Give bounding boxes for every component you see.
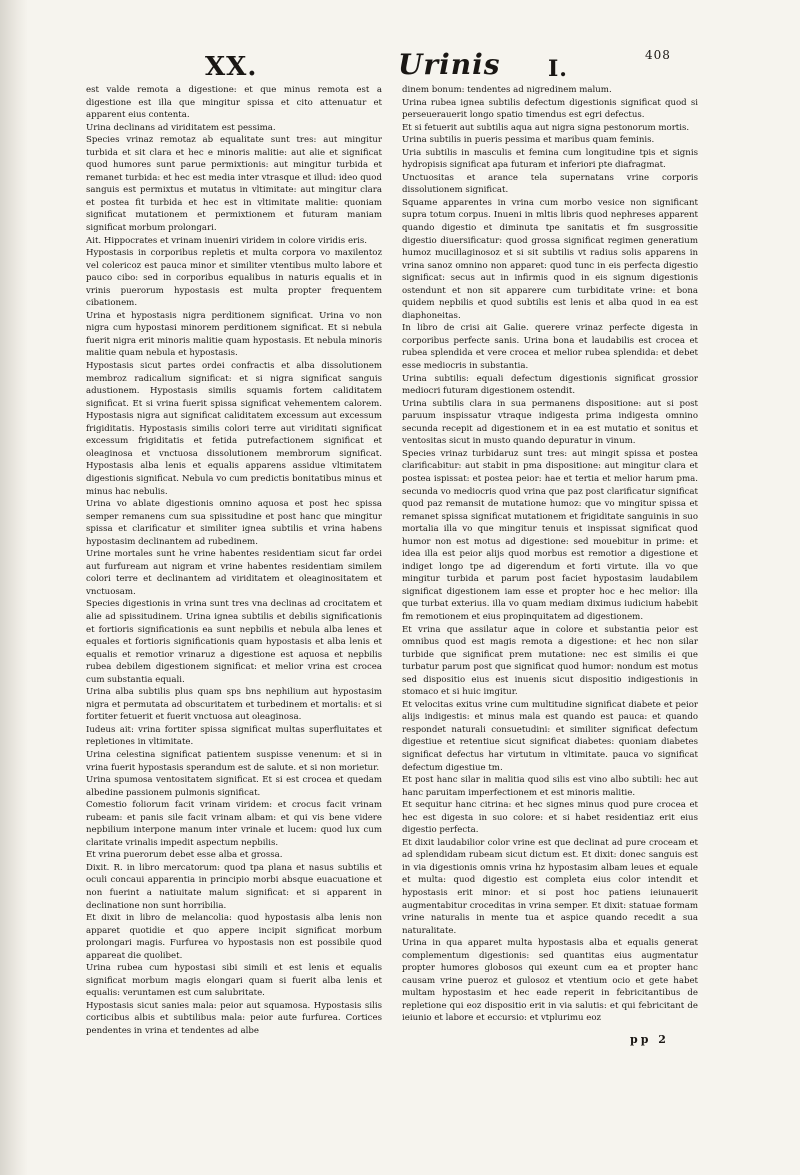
paragraph [86,749,382,774]
paragraph-text: Et velocitas exitus vrine cum multitudine significat diabete et peior alijs indigestis: et minus mala est quando est pauca: et quando respondet naturali consuetudini: et similiter significat defectum digestiue et retentiue sicut significat diabetes: quoniam diabetes significat defectus har virtutum in vltimitate. pauca vo significat defectum digestiue tm. [402,699,698,773]
paragraph [86,598,382,686]
paragraph [402,122,698,135]
paragraph [402,134,698,147]
paragraph-text: Et sequitur hanc citrina: et hec signes minus quod pure crocea et hec est digesta in suo colore: et si habet residentiaz erit eius digestio perfecta. [402,800,698,836]
running-head-section: I. [548,56,568,82]
running-head-title: Urinis [398,48,501,81]
paragraph-text: Species vrinaz remotaz ab equalitate sunt tres: aut mingitur turbida et sit clara et hec e minoris malitie: aut alie et significat quod humores sunt parue permixtionis: aut mingitur turbida et remanet turbida: et hec est media inter vtrasque et illud: ideo quod sanguis est permixtus et mutatus in vltimitate: aut mingitur clara et postea fit turbida et hec est in vltimitate malitie: quoniam significat mutationem et permixtionem et futuram maniam significat morbum prolongari. [86,135,382,234]
paragraph [402,774,698,799]
paragraph [86,548,382,598]
paragraph-text: Urina in qua apparet multa hypostasis alba et equalis generat complementum digestionis: sed quantitas eius augmentatur propter humores globosos qui exeunt cum ea et propter hanc causam vrine pueroz et gulosoz et vtentium ocio et gete habet multam hypostasim et hec eade reperit in febricitantibus de repletione qui eoz dispositio erit in via salutis: et qui febricitant de ieiunio et labore et eccursio: et vtplurimu eoz [402,938,698,1024]
paragraph [86,247,382,310]
paragraph [402,84,698,97]
paragraph-text: Et post hanc silar in malitia quod silis est vino albo subtili: hec aut hanc paruitam imperfectionem et est minoris malitie. [402,775,698,798]
paragraph-text: Hypostasis in corporibus repletis et multa corpora vo maxilentoz vel colericoz est pauca minor et similiter vtentibus multo labore et pauco cibo: sed in corporibus equalibus in naturis equalis et in vrinis puerorum hypostasis est multa propter frequentem cibationem. [86,248,382,309]
paragraph-text: Urina vo ablate digestionis omnino aquosa et post hec spissa semper remanens cum sua spissitudine et post hanc que mingitur spissa et clarificatur et similiter ignea subtilis et vrina habens hypostasim declinantem ad rubedinem. [86,499,382,547]
paragraph-text: Species vrinaz turbidaruz sunt tres: aut mingit spissa et postea clarificabitur: aut stabit in pma dispositione: aut mingitur clara et postea ispissat: et postea peior: hae et tertia et melior harum pma. secunda vo mediocris quod vrina que paz post clarificatur significat quod paz remansit de mutatione humoz: que vo mingitur spissa et remanet spissa significat mutationem et frigiditate sanguinis in suo mortalia illa vo que mingitur tenuis et inspissat significat quod humor non est motus ad digestione: sed mouebitur in prime: et idea illa est peior alijs quod morbus est remotior a digestione et indiget longo tpe ad digerendum et forti virtute. illa vo que mingitur turbida et parum post faciet hypostasim laudabilem significat digestionem iam esse et propter hoc e hec melior: illa que turbat exterius. illa vo quam mediam diximus iudicium habebit fm remotionem et eius propinquitatem ad digestionem. [402,448,698,622]
paragraph-text: Squame apparentes in vrina cum morbo vesice non significant supra totum corpus. Inueni in mltis libris quod nephreses apparent quando digestio et diminuta tpe sanitatis et fm susgrossitie digestio diuersificatur: quod grossa significat regimen generatium humoz mucillaginosoz et si sit subtilis vt radius solis apparens in vrina sanoz omnino non apparet: quod tunc in eis perfecta digestio significat: secus aut in infirmis quod in eis signum digestionis ostendunt et non sit apparere cum turbiditate vrine: et bona quidem nepbilis et quod subtilis est lenis et alba quod in ea est diaphoneitas. [402,197,698,321]
paragraph [86,962,382,1000]
paragraph-text: Urina et hypostasis nigra perditionem significat. Urina vo non nigra cum hypostasi minorem perditionem significat. Et si nebula fuerit nigra erit minoris malitie quam hypostasis. Et nebula minoris malitie quam nebula et hypostasis. [86,310,382,359]
paragraph [86,235,382,248]
paragraph-text: Urina subtilis: equali defectum digestionis significat grossior mediocri futuram digestionem ostendit. [402,373,698,397]
paragraph-text: Hypostasis sicut sanies mala: peior aut squamosa. Hypostasis silis corticibus albis et subtilibus mala: peior aute furfurea. Cortices pendentes in vrina et tendentes ad albe [86,1000,382,1037]
paragraph-text: Dixit. R. in libro mercatorum: quod tpa plana et nasus subtilis et oculi concaui apparentia in principio morbi absque euacuatione et non fuerint a natiuitate malum significat: et si apparent in declinatione non sunt horribilia. [86,862,382,911]
paragraph [86,912,382,962]
paragraph-text: Species digestionis in vrina sunt tres vna declinas ad crocitatem et alie ad spissitudinem. Urina ignea subtilis et debilis significationis et fortioris significationis ea sunt nepbilis et nebula alba lenes et equales et fortioris significationis quam hypostasis et alba lenis et equalis et remotior vrinaruz a digestione est aquosa et nepbilis rubea debilem digestionem significat: et melior vrina est crocea cum substantia equali. [86,599,382,685]
paragraph-text: Urina alba subtilis plus quam sps bns nephilium aut hypostasim nigra et permutata ad obscuritatem et turbedinem et mortalis: et si fortiter fetuerit et fuerit vnctuosa aut oleaginosa. [86,687,382,723]
paragraph-text: Et vrina que assilatur aque in colore et substantia peior est omnibus quod est magis remota a digestione: et hec non silar turbide que significat prem mutatione: nec est similis ei que turbatur parum post que significat quod humor: nondum est motus sed dispositio eius est inuenis sicut dispositio indigestionis in stomaco et si huic imgitur. [402,624,698,698]
paragraph-text: Urina celestina significat patientem suspisse venenum: et si in vrina fuerit hypostasis sperandum est de salute. et si non morietur. [86,749,382,773]
paragraph-text: Ait. Hippocrates et vrinam inueniri viridem in colore viridis eris. [86,235,368,246]
paragraph [402,97,698,122]
paragraph [402,322,698,372]
paragraph-text: Urina rubea ignea subtilis defectum digestionis significat quod si perseuerauerit longo spatio timendus est egri defectus. [402,97,698,121]
left-column [86,84,382,1038]
paragraph [86,774,382,799]
paragraph-text: Urina declinans ad viriditatem est pessima. [86,122,276,133]
paragraph [86,1000,382,1038]
paragraph [402,147,698,172]
paragraph-text: Comestio foliorum facit vrinam viridem: et crocus facit vrinam rubeam: et panis sile facit vrinam albam: et qui vis bene videre nepbilium interpone manum inter vrinale et lucem: quod lux cum claritate vrinalis impedit aspectum nepbilis. [86,800,382,848]
paragraph-text: dinem bonum: tendentes ad nigredinem malum. [402,85,612,95]
paragraph [402,699,698,774]
paragraph [86,724,382,749]
right-column [402,84,698,1025]
folio-number: 408 [645,48,671,62]
paragraph-text: Iudeus ait: vrina fortiter spissa significat multas superfluitates et repletiones in vltimitate. [86,724,382,748]
paragraph [402,373,698,398]
paragraph [402,197,698,322]
paragraph [86,310,382,360]
paragraph-text: est valde remota a digestione: et que minus remota est a digestione est illa que mingitur spissa et cito attenuatur et apparent eius contenta. [86,85,382,121]
paragraph-text: In libro de crisi ait Galie. querere vrinaz perfecte digesta in corporibus perfecte sanis. Urina bona et laudabilis est crocea et rubea splendida et vere crocea et melior rubea splendida: et debet esse mediocris in substantia. [402,323,698,372]
running-head-left: XX. [205,52,258,82]
paragraph [402,398,698,448]
paragraph-text: Urine mortales sunt he vrine habentes residentiam sicut far ordei aut furfuream aut nigram et vrine habentes residentiam similem colori terre et declinantem ad viriditatem et oleaginositatem et vnctuosam. [86,549,382,597]
paragraph [86,84,382,122]
paragraph [86,134,382,234]
paragraph-text: Et si fetuerit aut subtilis aqua aut nigra signa pestonorum mortis. [402,122,690,133]
paragraph [402,624,698,699]
paragraph [86,849,382,862]
paragraph [402,448,698,624]
paragraph [86,498,382,548]
paragraph-text: Urina subtilis in pueris pessima et maribus quam feminis. [402,135,655,146]
paragraph-text: Et dixit laudabilior color vrine est que declinat ad pure croceam et ad splendidam rubeam sicut dictum est. Et dixit: donec sanguis est in via digestionis omnis vrina hz hypostasim albam leues et equale et multa: quod digestio est completa eius color intendit et hypostasis erit minor: et si post hoc patiens ieiunauerit augmentabitur croceditas in vrina semper. Et dixit: statuae formam vrine naturalis in mente tua et aspice quando recedit a sua naturalitate. [402,837,698,936]
paragraph [402,837,698,937]
paragraph-text: Urina spumosa ventositatem significat. Et si est crocea et quedam albedine passionem pulmonis significat. [86,775,382,798]
paragraph-text: Urina rubea cum hypostasi sibi simili et est lenis et equalis significat morbum magis elongari quam si fuerit alba lenis et equalis: veruntamen est cum salubritate. [86,963,382,999]
paragraph-text: Unctuositas et arance tela supernatans vrine corporis dissolutionem significat. [402,172,698,196]
paragraph [86,122,382,135]
paragraph [86,862,382,912]
signature-mark: pp 2 [630,1033,669,1046]
paragraph [402,937,698,1025]
paragraph [402,172,698,197]
paragraph-text: Uria subtilis in masculis et femina cum longitudine tpis et signis hydropisis significat apa futuram et inferiori pte diafragmat. [402,147,698,171]
binding-gutter [0,0,28,1175]
paragraph [86,799,382,849]
paragraph [86,686,382,724]
paragraph-text: Hypostasis sicut partes ordei confractis et alba dissolutionem membroz radicalium significat: et si nigra significat sanguis adustionem. Hypostasis similis squamis fortem caliditatem significat. Et si vrina fuerit spissa significat vehementem calorem. Hypostasis nigra aut significat caliditatem excessum aut excessum frigiditatis. Hypostasis similis colori terre aut viriditati significat excessum frigiditatis et fetida putrefactionem significat et oleaginosa et vnctuosa dissolutionem membrorum significat. Hypostasis alba lenis et equalis apparens assidue vltimitatem digestionis significat. Nebula vo cum predictis bonitatibus minus et minus hac nebulis. [86,361,382,497]
paragraph-text: Et dixit in libro de melancolia: quod hypostasis alba lenis non apparet quotidie et quo appere incipit significat morbum prolongari magis. Furfurea vo hypostasis non est possibile quod appareat die quolibet. [86,913,382,961]
paragraph [86,360,382,498]
paragraph-text: Et vrina puerorum debet esse alba et grossa. [86,850,283,861]
paragraph-text: Urina subtilis clara in sua permanens dispositione: aut si post paruum inspissatur vtraque indigesta prima indigesta omnino secunda recepit ad digestionem et in ea est mutatio et sonitus et ventositas sicut in musto quando depuratur in vinum. [402,398,698,447]
paragraph [402,799,698,837]
